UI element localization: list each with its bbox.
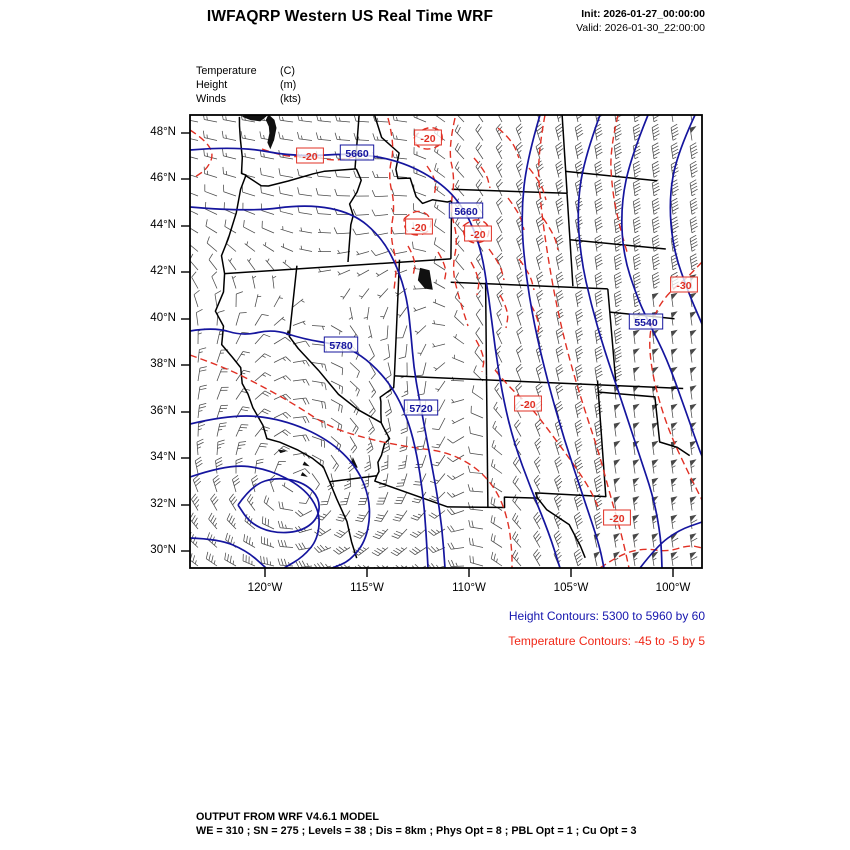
field-unit: (C) (280, 65, 295, 77)
svg-text:5780: 5780 (329, 340, 353, 352)
svg-text:-20: -20 (609, 513, 625, 525)
field-unit: (kts) (280, 93, 301, 105)
svg-text:5660: 5660 (454, 206, 478, 218)
svg-text:5660: 5660 (345, 148, 369, 160)
height-contour-legend: Height Contours: 5300 to 5960 by 60 (508, 609, 705, 623)
svg-text:-20: -20 (302, 151, 318, 163)
height-contour-label (324, 337, 357, 352)
lat-tick-label: 36°N (150, 405, 176, 417)
lat-tick-label: 32°N (150, 498, 176, 510)
temperature-contour-label (415, 130, 442, 145)
height-contour-label (340, 145, 373, 160)
temperature-contour-label (671, 277, 698, 292)
lat-tick-label: 38°N (150, 358, 176, 370)
lat-tick-label: 30°N (150, 544, 176, 556)
field-name: Winds (196, 93, 226, 105)
svg-text:5720: 5720 (409, 403, 433, 415)
lat-tick-label: 42°N (150, 265, 176, 277)
lon-tick-label: 120°W (247, 582, 283, 594)
lon-tick-label: 110°W (452, 582, 486, 594)
lat-tick-label: 48°N (150, 126, 176, 138)
page-title: IWFAQRP Western US Real Time WRF (206, 8, 494, 25)
field-name: Height (196, 79, 228, 91)
lat-tick-label: 34°N (150, 451, 176, 463)
temperature-contour-legend: Temperature Contours: -45 to -5 by 5 (508, 634, 705, 648)
lat-tick-label: 40°N (150, 312, 176, 324)
temperature-contour-label (297, 148, 324, 163)
height-contours-layer (190, 115, 702, 568)
field-unit: (m) (280, 79, 297, 91)
svg-text:-20: -20 (411, 222, 427, 234)
svg-text:5540: 5540 (634, 317, 658, 329)
temperature-contour-label (465, 226, 492, 241)
wind-barbs-layer (184, 105, 697, 573)
svg-text:-20: -20 (470, 229, 486, 241)
svg-text:-20: -20 (420, 133, 436, 145)
height-contour-label (629, 314, 662, 329)
valid-timestamp: Valid: 2026-01-30_22:00:00 (576, 22, 705, 34)
model-output-note: OUTPUT FROM WRF V4.6.1 MODEL (196, 811, 379, 823)
temperature-contour-label (406, 219, 433, 234)
model-config-note: WE = 310 ; SN = 275 ; Levels = 38 ; Dis = 8km ; Phys Opt = 8 ; PBL Opt = 1 ; Cu Opt = 3 (196, 825, 637, 837)
init-timestamp: Init: 2026-01-27_00:00:00 (581, 8, 705, 20)
lat-tick-label: 46°N (150, 172, 176, 184)
temperature-contour-label (515, 396, 542, 411)
field-name: Temperature (196, 65, 257, 77)
height-contour-label (449, 203, 482, 218)
height-contour-label (404, 400, 437, 415)
lon-tick-label: 115°W (350, 582, 384, 594)
lat-tick-label: 44°N (150, 219, 176, 231)
lon-tick-label: 105°W (553, 582, 589, 594)
svg-text:-20: -20 (520, 399, 536, 411)
temperature-contour-label (604, 510, 631, 525)
svg-text:-30: -30 (676, 280, 692, 292)
lon-tick-label: 100°W (655, 582, 691, 594)
